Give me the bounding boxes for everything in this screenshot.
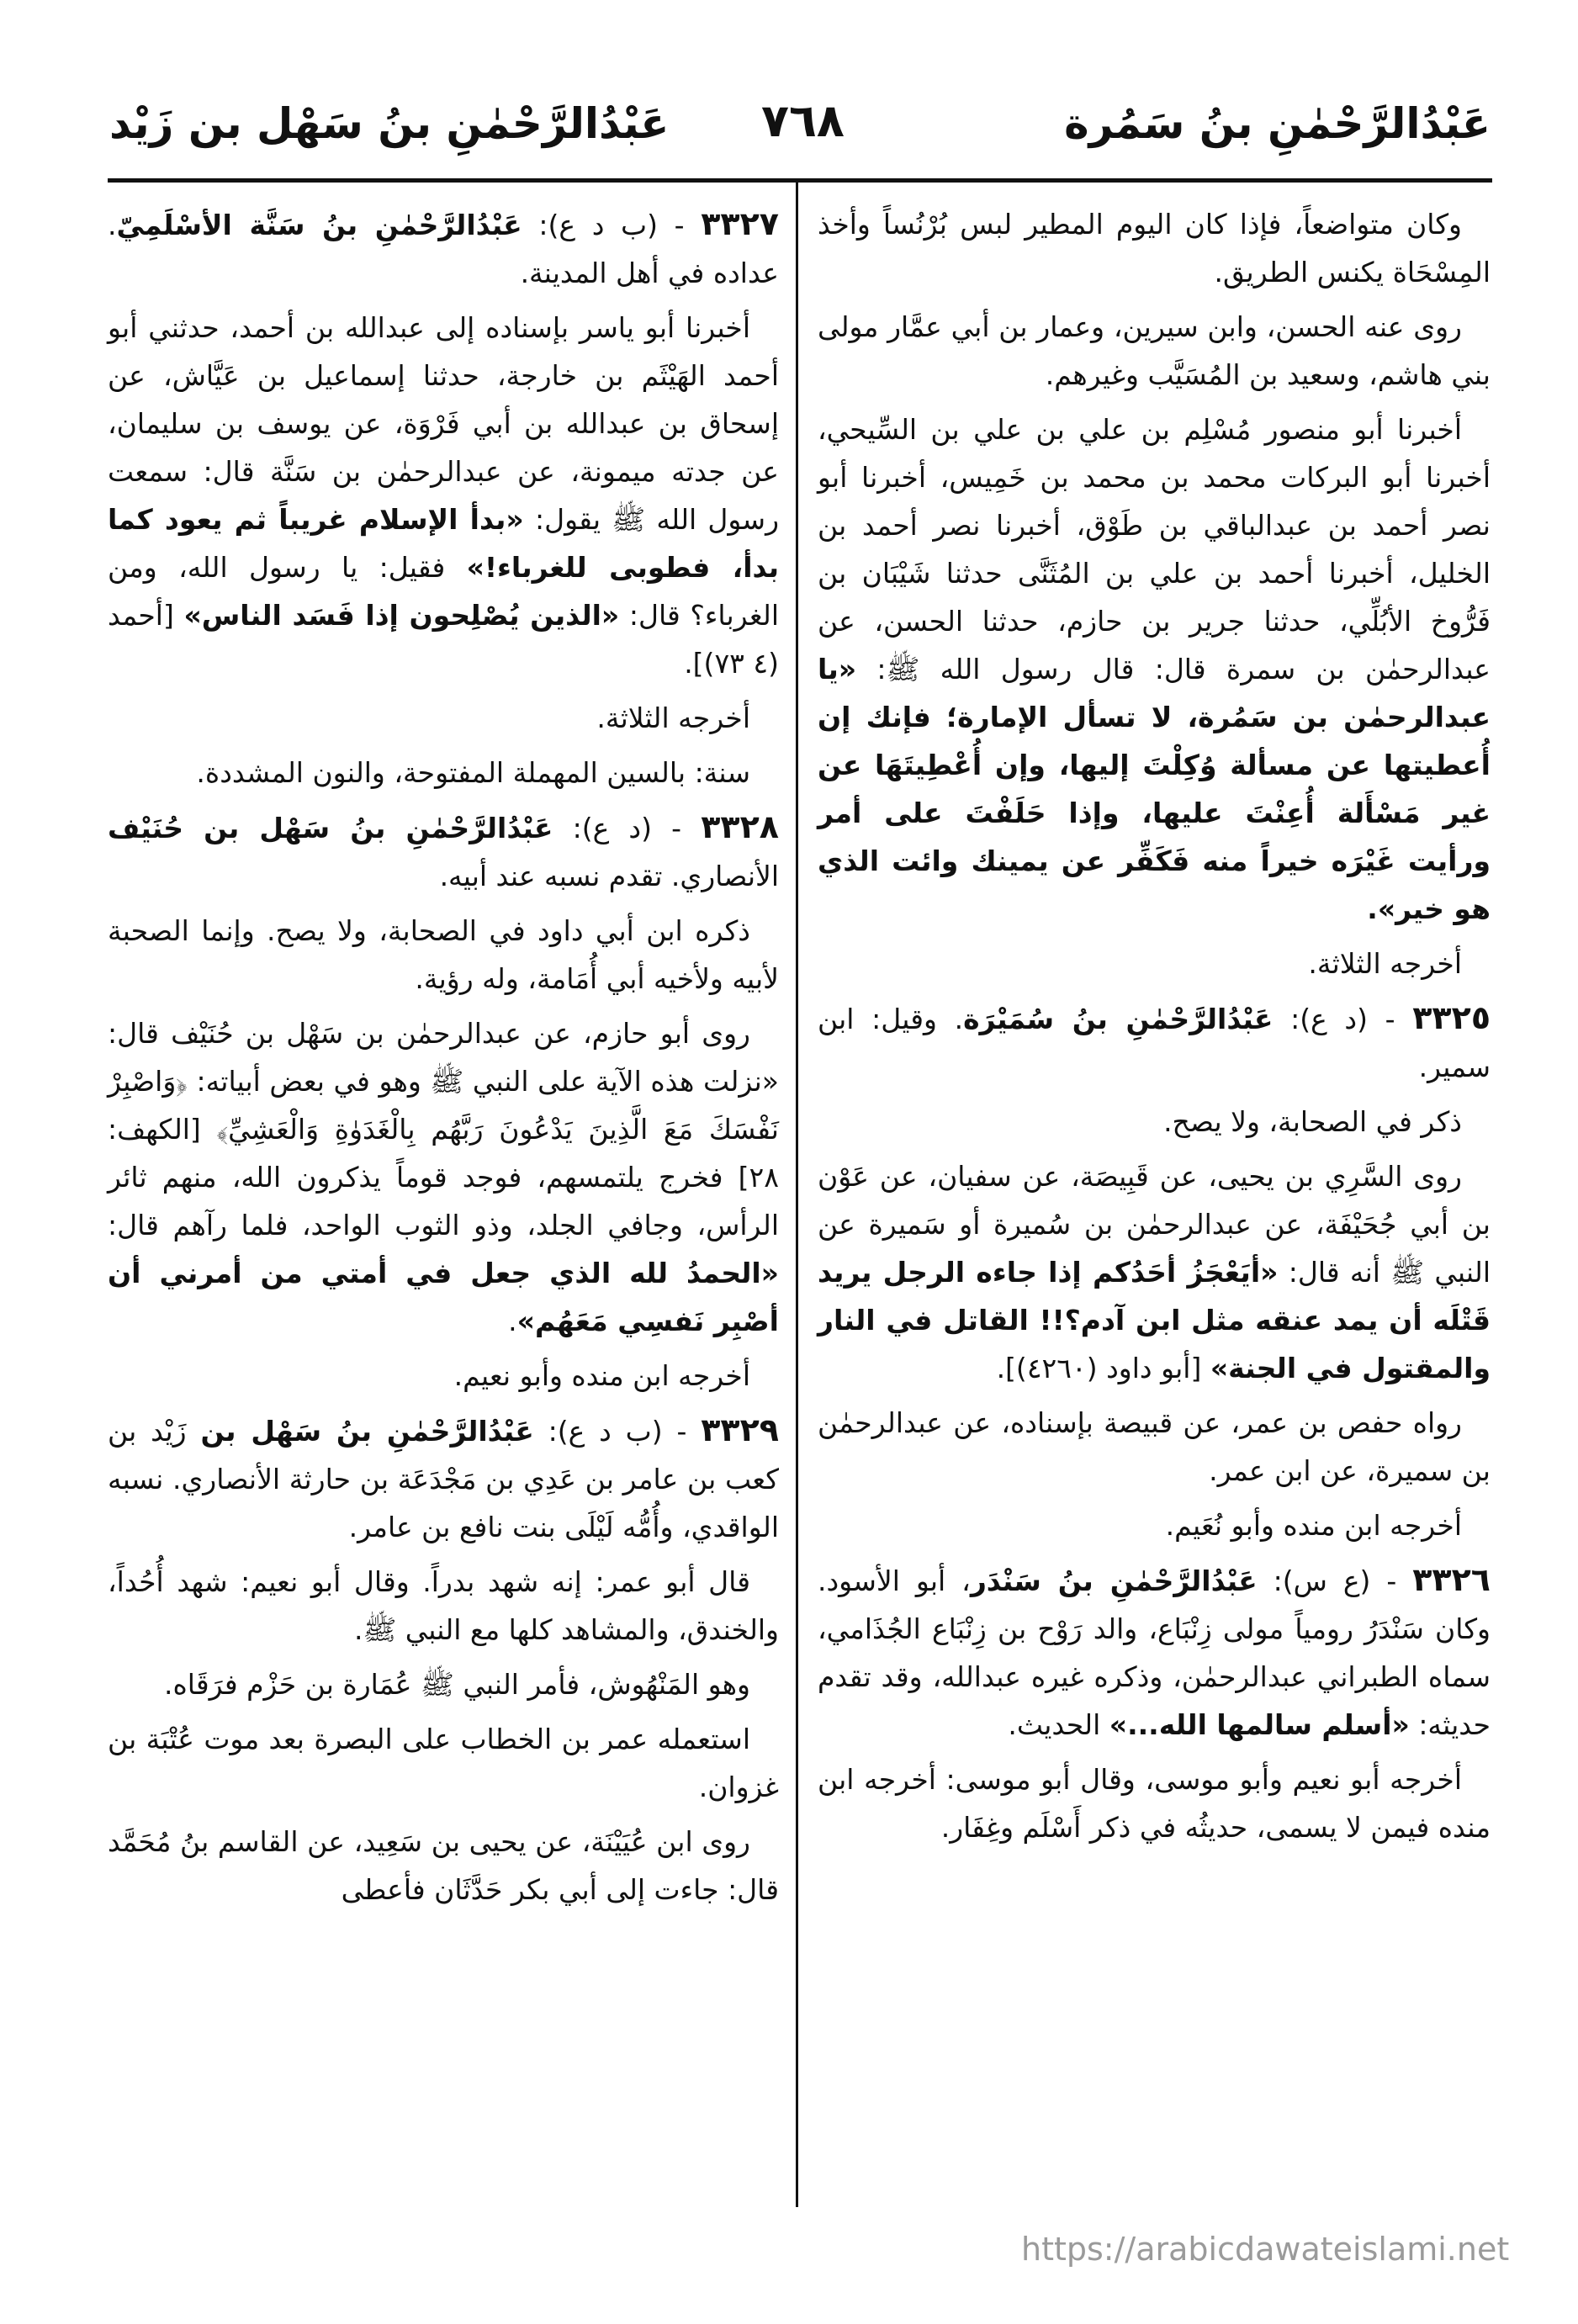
text: أخرجه ابن منده وأبو نعيم. — [453, 1359, 750, 1392]
text: أخرجه الثلاثة. — [1308, 947, 1462, 980]
biography-entry-heading — [108, 803, 779, 900]
paragraph — [108, 1352, 779, 1400]
text: أخبرنا أبو ياسر بإسناده إلى عبدالله بن أحمد، حدثني أبو أحمد الهَيْثَم بن خارجة، حدثنا إسماعيل بن عَيَّاش، عن إسحاق بن عبدالله بن أبي فَرْوَة، عن يوسف بن سليمان، عن جدته ميمونة، عن عبدالرحمٰن بن سَنَّة قال: سمعت رسول الله ﷺ يقول: — [108, 311, 780, 536]
watermark: https://arabicdawateislami.net — [1021, 2231, 1510, 2268]
entry-number: ٣٣٢٧ — [701, 205, 779, 242]
text: وهو المَنْهُوش، فأمر النبي ﷺ عُمَارة بن حَزْم فرَقَاه. — [164, 1668, 750, 1701]
text: روى السَّرِي بن يحيى، عن قَبِيصَة، عن سفيان، عن عَوْن بن أبي جُحَيْفَة، عن عبدالرحمٰن بن سُميرة أو سَميرة عن النبي ﷺ أنه قال: — [818, 1160, 1491, 1289]
text: أخرجه ابن منده وأبو نُعَيم. — [1165, 1509, 1462, 1542]
bold-text: عَبْدُالرَّحْمٰنِ بنُ سَهْل بن حُنَيْف — [108, 812, 553, 844]
text: روى ابن عُيَيْنَة، عن يحيى بن سَعِيد، عن القاسم بنُ مُحَمَّد قال: جاءت إلى أبي بكر حَدَّثَان فأعطى — [108, 1825, 779, 1906]
paragraph — [818, 1399, 1491, 1495]
text: - (ب د ع): — [522, 209, 702, 241]
paragraph — [108, 1009, 779, 1345]
text: [أبو داود (٤٢٦٠)]. — [996, 1352, 1210, 1384]
text: استعمله عمر بن الخطاب على البصرة بعد موت عُتْبَة بن غزوان. — [108, 1723, 779, 1803]
text: رواه حفص بن عمر، عن قبيصة بإسناده، عن عبدالرحمٰن بن سميرة، عن ابن عمر. — [818, 1406, 1491, 1487]
bold-text: «أسلم سالمها الله...» — [1109, 1708, 1410, 1741]
bold-text: «بدأ الإسلام غريباً ثم يعود كما بدأ، فطوبى للغرباء!» — [108, 503, 779, 584]
bold-text: «الذين يُصْلِحون إذا فَسَد الناس» — [183, 599, 620, 632]
paragraph — [108, 907, 779, 1003]
entry-number: ٣٣٢٩ — [701, 1411, 779, 1448]
paragraph — [818, 1755, 1491, 1851]
entry-number: ٣٣٢٨ — [701, 808, 779, 845]
text: روى أبو حازم، عن عبدالرحمٰن بن سَهْل بن حُنَيْف قال: «نزلت هذه الآية على النبي ﷺ وهو في بعض أبياته: ﴿وَاصْبِرْ نَفْسَكَ مَعَ الَّذِينَ يَدْعُونَ رَبَّهُم بِالْغَدَوٰةِ وَالْعَشِيِّ﴾ [الكهف: ٢٨] فخرج يلتمسهم، فوجد قوماً يذكرون الله، منهم ثائر الرأس، وجافي الجلد، وذو الثوب الواحد، فلما رآهم قال: — [108, 1017, 779, 1241]
paragraph — [818, 1098, 1491, 1146]
text: - (د ع): — [553, 812, 702, 844]
entry-number: ٣٣٢٥ — [1412, 999, 1491, 1036]
text: أخرجه الثلاثة. — [596, 701, 750, 734]
paragraph — [108, 304, 779, 687]
text: وكان متواضعاً، فإذا كان اليوم المطير لبس بُرْنُساً وأخذ المِسْحَاة يكنس الطريق. — [818, 208, 1491, 289]
biography-entry-heading — [108, 1406, 779, 1551]
column-divider — [796, 180, 798, 2207]
text: أخبرنا أبو منصور مُسْلِم بن علي بن علي بن السِّيحي، أخبرنا أبو البركات محمد بن محمد بن خَمِيس، أخبرنا أبو نصر أحمد بن عبدالباقي بن طَوْق، أخبرنا نصر أحمد بن الخليل، أخبرنا أحمد بن علي بن المُثَنَّى حدثنا شَيْبَان بن فَرُّوخ الأبُلِّي، حدثنا جرير بن حازم، حدثنا الحسن، عن عبدالرحمٰن بن سمرة قال: قال رسول الله ﷺ: — [818, 413, 1491, 686]
text: ، أبو الأسود. وكان سَنْدَرُ رومياً مولى زِنْبَاع، والد رَوْح بن زِنْبَاع الجُذَامي، سماه الطبراني عبدالرحمٰن، وذكره غيره عبدالله، وقد تقدم حديثه: — [818, 1564, 1491, 1741]
running-header-left: عَبْدُالرَّحْمٰنِ بنُ سَهْل بن زَيْد — [109, 99, 670, 148]
text: قال أبو عمر: إنه شهد بدراً. وقال أبو نعيم: شهد أُحُداً، والخندق، والمشاهد كلها مع النبي ﷺ. — [108, 1565, 779, 1646]
paragraph — [818, 940, 1491, 987]
text: . — [508, 1305, 517, 1337]
text: الحديث. — [1008, 1708, 1109, 1741]
text: ذكر في الصحابة، ولا يصح. — [1163, 1105, 1462, 1138]
paragraph — [108, 1660, 779, 1708]
paragraph — [818, 1152, 1491, 1392]
text: ذكره ابن أبي داود في الصحابة، ولا يصح. وإنما الصحبة لأبيه ولأخيه أبي أُمَامة، وله رؤية. — [108, 914, 779, 995]
bold-text: «يا عبدالرحمٰن بن سَمُرة، لا تسأل الإمارة؛ فإنك إن أُعطيتها عن مسألة وُكِلْتَ إليها، وإن أُعْطِيتَهَا عن غير مَسْأَلة أُعِنْتَ عليها، وإذا حَلَفْتَ على أمر ورأيت غَيْرَه خيراً منه فَكَفِّر عن يمينك وائت الذي هو خير». — [818, 653, 1491, 925]
paragraph — [108, 749, 779, 797]
bold-text: «أيَعْجَزُ أحَدُكم إذا جاءه الرجل يريد قَتْلَه أن يمد عنقه مثل ابن آدم؟!! القاتل في النار والمقتول في الجنة» — [818, 1256, 1491, 1384]
text: [أحمد (٤ ٧٣)]. — [108, 599, 779, 680]
bold-text: عَبْدُالرَّحْمٰنِ بنُ سَنْدَر — [970, 1564, 1258, 1597]
bold-text: عَبْدُالرَّحْمٰنِ بنُ سَنَّة الأسْلَمِيّ — [116, 209, 522, 241]
text: فقيل: يا رسول الله، ومن الغرباء؟ قال: — [108, 551, 780, 632]
biography-entry-heading — [108, 200, 779, 297]
paragraph — [818, 303, 1491, 399]
text: روى عنه الحسن، وابن سيرين، وعمار بن أبي عمَّار مولى بني هاشم، وسعيد بن المُسَيَّب وغيرهم. — [818, 310, 1491, 391]
entry-number: ٣٣٢٦ — [1412, 1561, 1491, 1598]
text: - (د ع): — [1273, 1003, 1413, 1035]
page-number: ٧٦٨ — [761, 94, 845, 147]
paragraph — [818, 1501, 1491, 1549]
left-column — [108, 200, 779, 1920]
biography-entry-heading — [818, 1556, 1491, 1749]
text: . عداده في أهل المدينة. — [108, 209, 779, 289]
paragraph — [108, 694, 779, 742]
bold-text: عَبْدُالرَّحْمٰنِ بنُ سَهْل بن — [200, 1415, 534, 1448]
paragraph — [108, 1558, 779, 1654]
text: الأنصاري. تقدم نسبه عند أبيه. — [439, 860, 779, 892]
header-rule — [108, 178, 1492, 183]
biography-entry-heading — [818, 994, 1491, 1091]
running-header-right: عَبْدُالرَّحْمٰنِ بنُ سَمُرة — [1064, 99, 1491, 148]
text: سنة: بالسين المهملة المفتوحة، والنون المشددة. — [196, 756, 750, 789]
text: . وقيل: ابن سمير. — [818, 1003, 1491, 1083]
bold-text: عَبْدُالرَّحْمٰنِ بنُ سُمَيْرَة — [963, 1003, 1274, 1035]
paragraph — [108, 1715, 779, 1811]
text: - (ع س): — [1257, 1564, 1413, 1597]
right-column — [818, 200, 1491, 1858]
paragraph — [818, 200, 1491, 296]
text: زَيْد بن كعب بن عامر بن عَدِي بن مَجْدَعَة بن حارثة الأنصاري. نسبه الواقدي، وأُمُّه لَيْلَى بنت نافع بن عامر. — [108, 1415, 779, 1543]
paragraph — [108, 1818, 779, 1914]
text: أخرجه أبو نعيم وأبو موسى، وقال أبو موسى: أخرجه ابن منده فيمن لا يسمى، حديثُه في ذكر أَسْلَم وغِفَار. — [818, 1763, 1491, 1844]
bold-text: «الحمدُ لله الذي جعل في أمتي من أمرني أن أصْبِر نَفسِي مَعَهُم» — [108, 1257, 779, 1337]
paragraph — [818, 405, 1491, 933]
text: - (ب د ع): — [533, 1415, 702, 1448]
